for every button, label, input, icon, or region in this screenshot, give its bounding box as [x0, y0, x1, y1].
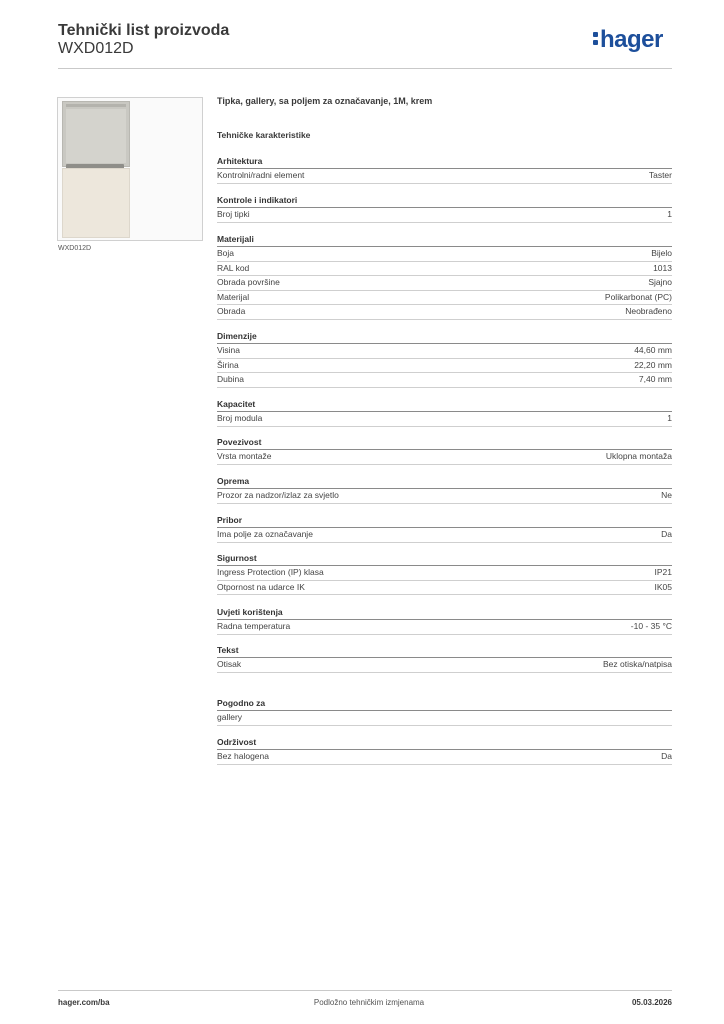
spec-label: Širina	[217, 359, 239, 370]
spec-row	[217, 658, 672, 673]
section-title: Oprema	[217, 475, 672, 489]
spec-row	[217, 711, 672, 726]
tech-characteristics-heading: Tehničke karakteristike	[217, 130, 311, 140]
spec-label: Radna temperatura	[217, 621, 291, 631]
header-divider	[58, 68, 672, 69]
spec-value: 22,20 mm	[634, 359, 672, 370]
spec-row	[217, 750, 672, 765]
spec-value: Sjajno	[648, 277, 672, 287]
spec-section	[217, 552, 672, 595]
spec-value: Bez otiska/natpisa	[603, 659, 672, 669]
spec-row	[217, 305, 672, 320]
spec-row	[217, 489, 672, 504]
footer-divider	[58, 990, 672, 991]
product-description: Tipka, gallery, sa poljem za označavanje, 1M, krem	[217, 96, 433, 106]
spec-section	[217, 697, 672, 726]
section-title: Dimenzije	[217, 330, 672, 344]
spec-row	[217, 450, 672, 465]
footer-website: hager.com/ba	[58, 998, 110, 1007]
section-title: Kapacitet	[217, 398, 672, 412]
section-title: Arhitektura	[217, 155, 672, 169]
spec-value: Neobrađeno	[625, 306, 672, 316]
spec-value: Bijelo	[651, 248, 672, 258]
spec-label: Boja	[217, 248, 235, 258]
spec-row	[217, 566, 672, 581]
spec-label: Visina	[217, 345, 240, 355]
spec-row	[217, 412, 672, 427]
spec-row	[217, 581, 672, 596]
spec-value: Polikarbonat (PC)	[604, 291, 672, 302]
switch-rocker	[62, 168, 130, 238]
spec-row	[217, 620, 672, 635]
spec-label: Ima polje za označavanje	[217, 529, 313, 539]
spec-section	[217, 194, 672, 223]
spec-section	[217, 398, 672, 427]
spec-value: IP21	[654, 567, 672, 577]
spec-label: Broj modula	[217, 413, 263, 423]
spec-value: Uklopna montaža	[605, 451, 672, 461]
spec-value: 1013	[653, 262, 672, 273]
section-title: Pogodno za	[217, 697, 672, 711]
spec-value: Da	[661, 751, 672, 761]
spec-label: Vrsta montaže	[217, 451, 272, 461]
spec-value: 1	[667, 413, 672, 423]
spec-value: Da	[661, 529, 672, 539]
spec-label: Prozor za nadzor/izlaz za svjetlo	[217, 490, 339, 500]
spec-label: gallery	[217, 712, 243, 722]
section-title: Održivost	[217, 736, 672, 750]
spec-label: Broj tipki	[217, 209, 250, 219]
spec-label: Materijal	[217, 291, 250, 302]
product-sku: WXD012D	[58, 40, 134, 57]
spec-section	[217, 606, 672, 635]
spec-value: 44,60 mm	[634, 345, 672, 355]
spec-row	[217, 276, 672, 291]
spec-label: Obrada površine	[217, 277, 280, 287]
spec-label: Ingress Protection (IP) klasa	[217, 567, 324, 577]
spec-label: RAL kod	[217, 262, 250, 273]
spec-value: 1	[667, 209, 672, 219]
section-title: Povezivost	[217, 436, 672, 450]
footer-disclaimer: Podložno tehničkim izmjenama	[313, 998, 425, 1007]
product-image	[57, 97, 203, 241]
section-title: Sigurnost	[217, 552, 672, 566]
spec-section	[217, 233, 672, 320]
section-title: Materijali	[217, 233, 672, 247]
spec-section	[217, 736, 672, 765]
spec-label: Bez halogena	[217, 751, 269, 761]
spec-section	[217, 155, 672, 184]
spec-row	[217, 344, 672, 359]
spec-label: Otpornost na udarce IK	[217, 581, 305, 592]
spec-section	[217, 475, 672, 504]
spec-row	[217, 247, 672, 262]
spec-row	[217, 528, 672, 543]
spec-row	[217, 169, 672, 184]
image-caption: WXD012D	[58, 245, 92, 252]
logo-dots-icon	[593, 28, 598, 48]
spec-label: Obrada	[217, 306, 246, 316]
spec-value: 7,40 mm	[638, 374, 672, 384]
spec-section	[217, 436, 672, 465]
spec-label: Dubina	[217, 374, 244, 384]
logo-text: hager	[600, 26, 663, 53]
section-title: Tekst	[217, 644, 672, 658]
spec-value: IK05	[654, 581, 672, 592]
spec-section	[217, 644, 672, 673]
spec-row	[217, 291, 672, 306]
spec-row	[217, 262, 672, 277]
spec-value: Ne	[661, 490, 672, 500]
spec-value: -10 - 35 °C	[630, 621, 672, 631]
spec-row	[217, 373, 672, 388]
spec-row	[217, 208, 672, 223]
switch-label-window	[62, 101, 130, 167]
footer-date: 05.03.2026	[631, 998, 672, 1007]
section-title: Kontrole i indikatori	[217, 194, 672, 208]
spec-row	[217, 359, 672, 374]
spec-label: Otisak	[217, 659, 242, 669]
spec-section	[217, 330, 672, 388]
section-title: Uvjeti korištenja	[217, 606, 672, 620]
spec-label: Kontrolni/radni element	[217, 170, 305, 180]
spec-value: Taster	[648, 170, 672, 180]
doc-title: Tehnički list proizvoda	[58, 22, 230, 39]
hager-logo	[593, 28, 663, 52]
section-title: Pribor	[217, 514, 672, 528]
spec-section	[217, 514, 672, 543]
